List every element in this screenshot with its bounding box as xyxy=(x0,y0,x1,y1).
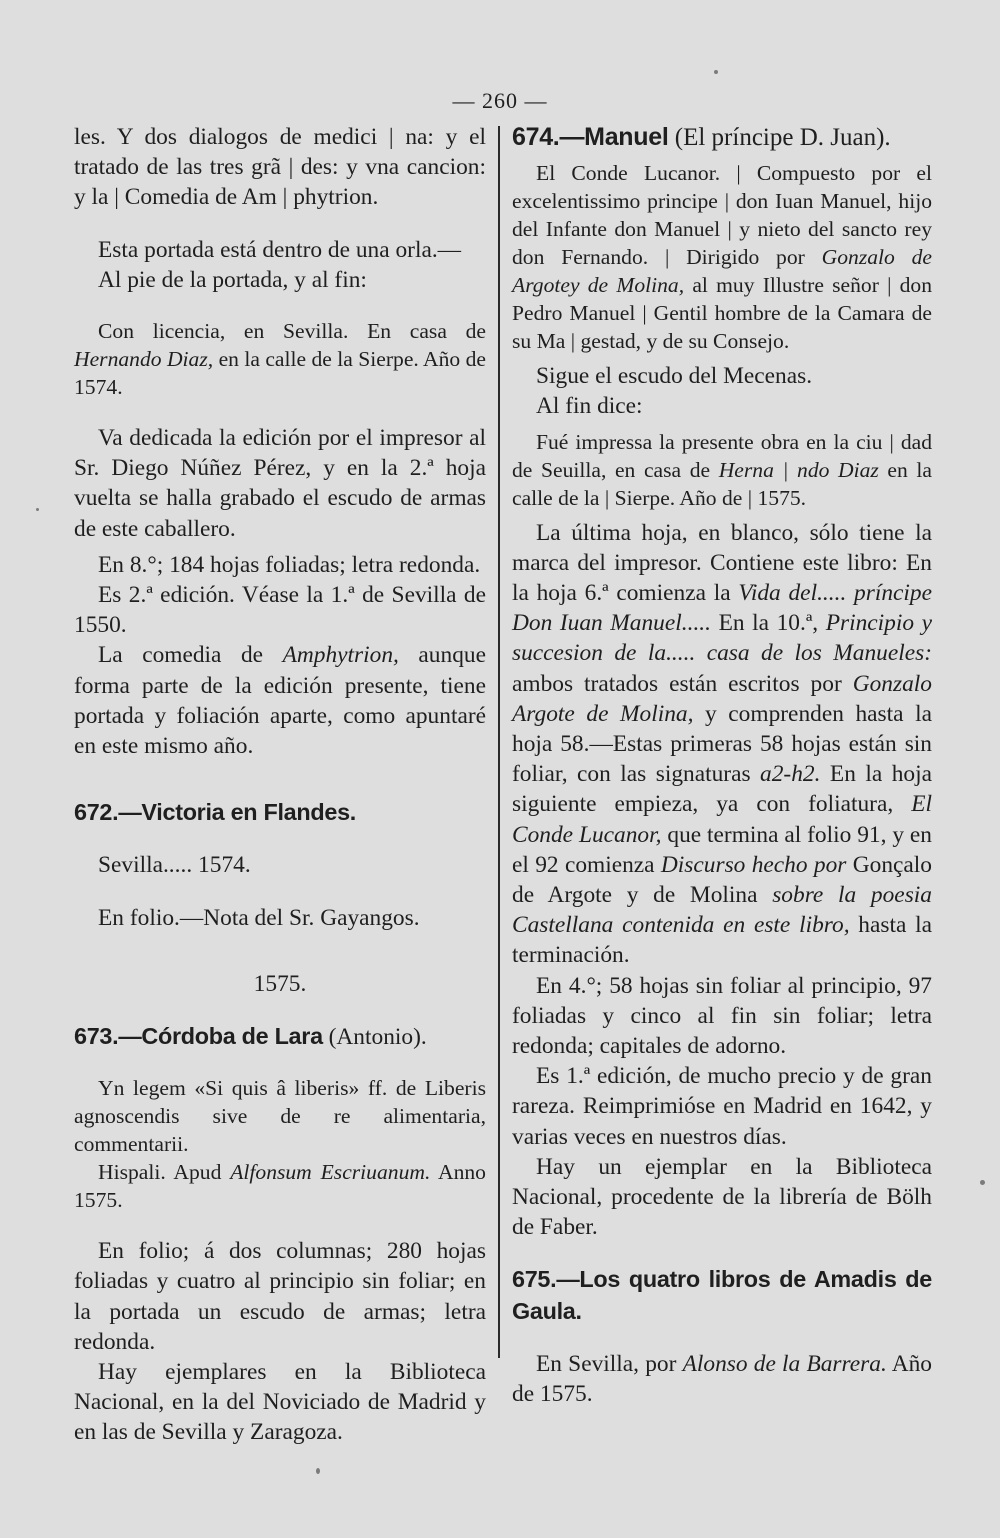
paragraph: En Sevilla, por Alonso de la Barrera. Año de 1575. xyxy=(512,1350,932,1408)
paragraph: Al pie de la portada, y al fin: xyxy=(98,266,367,293)
year-heading: 1575. xyxy=(253,970,307,997)
paper-speck xyxy=(316,1468,320,1474)
paragraph: Es 2.ª edición. Véase la 1.ª de Sevilla de 1550. xyxy=(74,582,486,639)
paragraph: Sevilla..... 1574. xyxy=(98,852,251,879)
paragraph: les. Y dos dialogos de medici | na: y el tratado de las tres grã | des: y vna cancion: y la | Comedia de Am | phytrion. xyxy=(74,124,486,211)
paragraph: En folio; á dos columnas; 280 hojas foliadas y cuatro al principio sin foliar; en la portada un escudo de armas; letra redonda. xyxy=(74,1238,486,1355)
quoted-imprint: Hispali. Apud Alfonsum Escriuanum. Anno 1575. xyxy=(74,1160,486,1213)
paragraph: La comedia de Amphytrion, aunque forma parte de la edición presente, tiene portada y foliación aparte, como apuntaré en este mismo año. xyxy=(74,642,486,760)
entry-heading-672: 672.—Victoria en Flandes. xyxy=(74,799,356,826)
paragraph: Esta portada está dentro de una orla.— xyxy=(98,236,462,263)
paragraph: Al fin dice: xyxy=(536,393,643,420)
paragraph: Es 1.ª edición, de mucho precio y de gran rareza. Reimprimióse en Madrid en 1642, y varias veces en nuestros días. xyxy=(512,1063,932,1150)
entry-heading-675: 675.—Los quatro libros de Amadis de Gaula. xyxy=(512,1266,932,1324)
entry-heading-674: 674.—Manuel (El príncipe D. Juan). xyxy=(512,123,891,151)
quoted-title: Yn legem «Si quis â liberis» ff. de Liberis agnoscendis sive de re alimentaria, commentarii. xyxy=(74,1076,486,1157)
paper-speck xyxy=(714,70,718,74)
quoted-colophon: Fué impressa la presente obra en la ciu | dad de Seuilla, en casa de Herna | ndo Diaz en la calle de la | Sierpe. Año de | 1575. xyxy=(512,429,933,510)
right-column xyxy=(512,122,932,1409)
paragraph: Hay un ejemplar en la Biblioteca Nacional, procedente de la librería de Bölh de Faber. xyxy=(512,1153,932,1241)
quoted-colophon: Con licencia, en Sevilla. En casa de Hernando Diaz, en la calle de la Sierpe. Año de 1574. xyxy=(74,319,486,400)
paragraph: Va dedicada la edición por el impresor al Sr. Diego Núñez Pérez, y en la 2.ª hoja vuelta se halla grabado el escudo de armas de este caballero. xyxy=(74,425,486,542)
page-number: — 260 — xyxy=(452,88,548,113)
left-column xyxy=(74,122,486,1448)
paper-speck xyxy=(36,508,39,511)
column-divider xyxy=(498,126,500,1358)
paragraph: Hay ejemplares en la Biblioteca Nacional, en la del Noviciado de Madrid y en las de Sevilla y Zaragoza. xyxy=(74,1359,486,1446)
paragraph: En folio.—Nota del Sr. Gayangos. xyxy=(98,904,420,931)
paragraph: Sigue el escudo del Mecenas. xyxy=(536,363,813,390)
entry-heading-673: 673.—Córdoba de Lara (Antonio). xyxy=(74,1023,427,1051)
paragraph: La última hoja, en blanco, sólo tiene la marca del impresor. Contiene este libro: En la hoja 6.ª comienza la Vida del..... príncipe Don Iuan Manuel..... En la 10.ª, Principio y succesion de la..... casa de los Manueles: ambos tratados están escritos por Gonzalo Argote de Molina, y comprenden hasta la hoja 58.—Estas primeras 58 hojas están sin foliar, con las signaturas a2-h2. En la hoja siguiente empieza, ya con foliatura, El Conde Lucanor, que termina al folio 91, y en el 92 comienza Discurso hecho por Gonçalo de Argote y de Molina sobre la poesia Castellana contenida en este libro, hasta la terminación. xyxy=(512,519,933,969)
quoted-title: El Conde Lucanor. | Compuesto por el excelentissimo principe | don Iuan Manuel, hijo del Infante don Manuel | y nieto del sancto rey don Fernando. | Dirigido por Gonzalo de Argotey de Molina, al muy Illustre señor | don Pedro Manuel | Gentil hombre de la Camara de su Ma | gestad, y de su Consejo. xyxy=(512,161,933,354)
paragraph: En 4.°; 58 hojas sin foliar al principio, 97 foliadas y cinco al fin sin foliar; letra redonda; capitales de adorno. xyxy=(512,972,932,1060)
paper-speck xyxy=(980,1180,985,1185)
paragraph: En 8.°; 184 hojas foliadas; letra redonda. xyxy=(98,551,481,578)
